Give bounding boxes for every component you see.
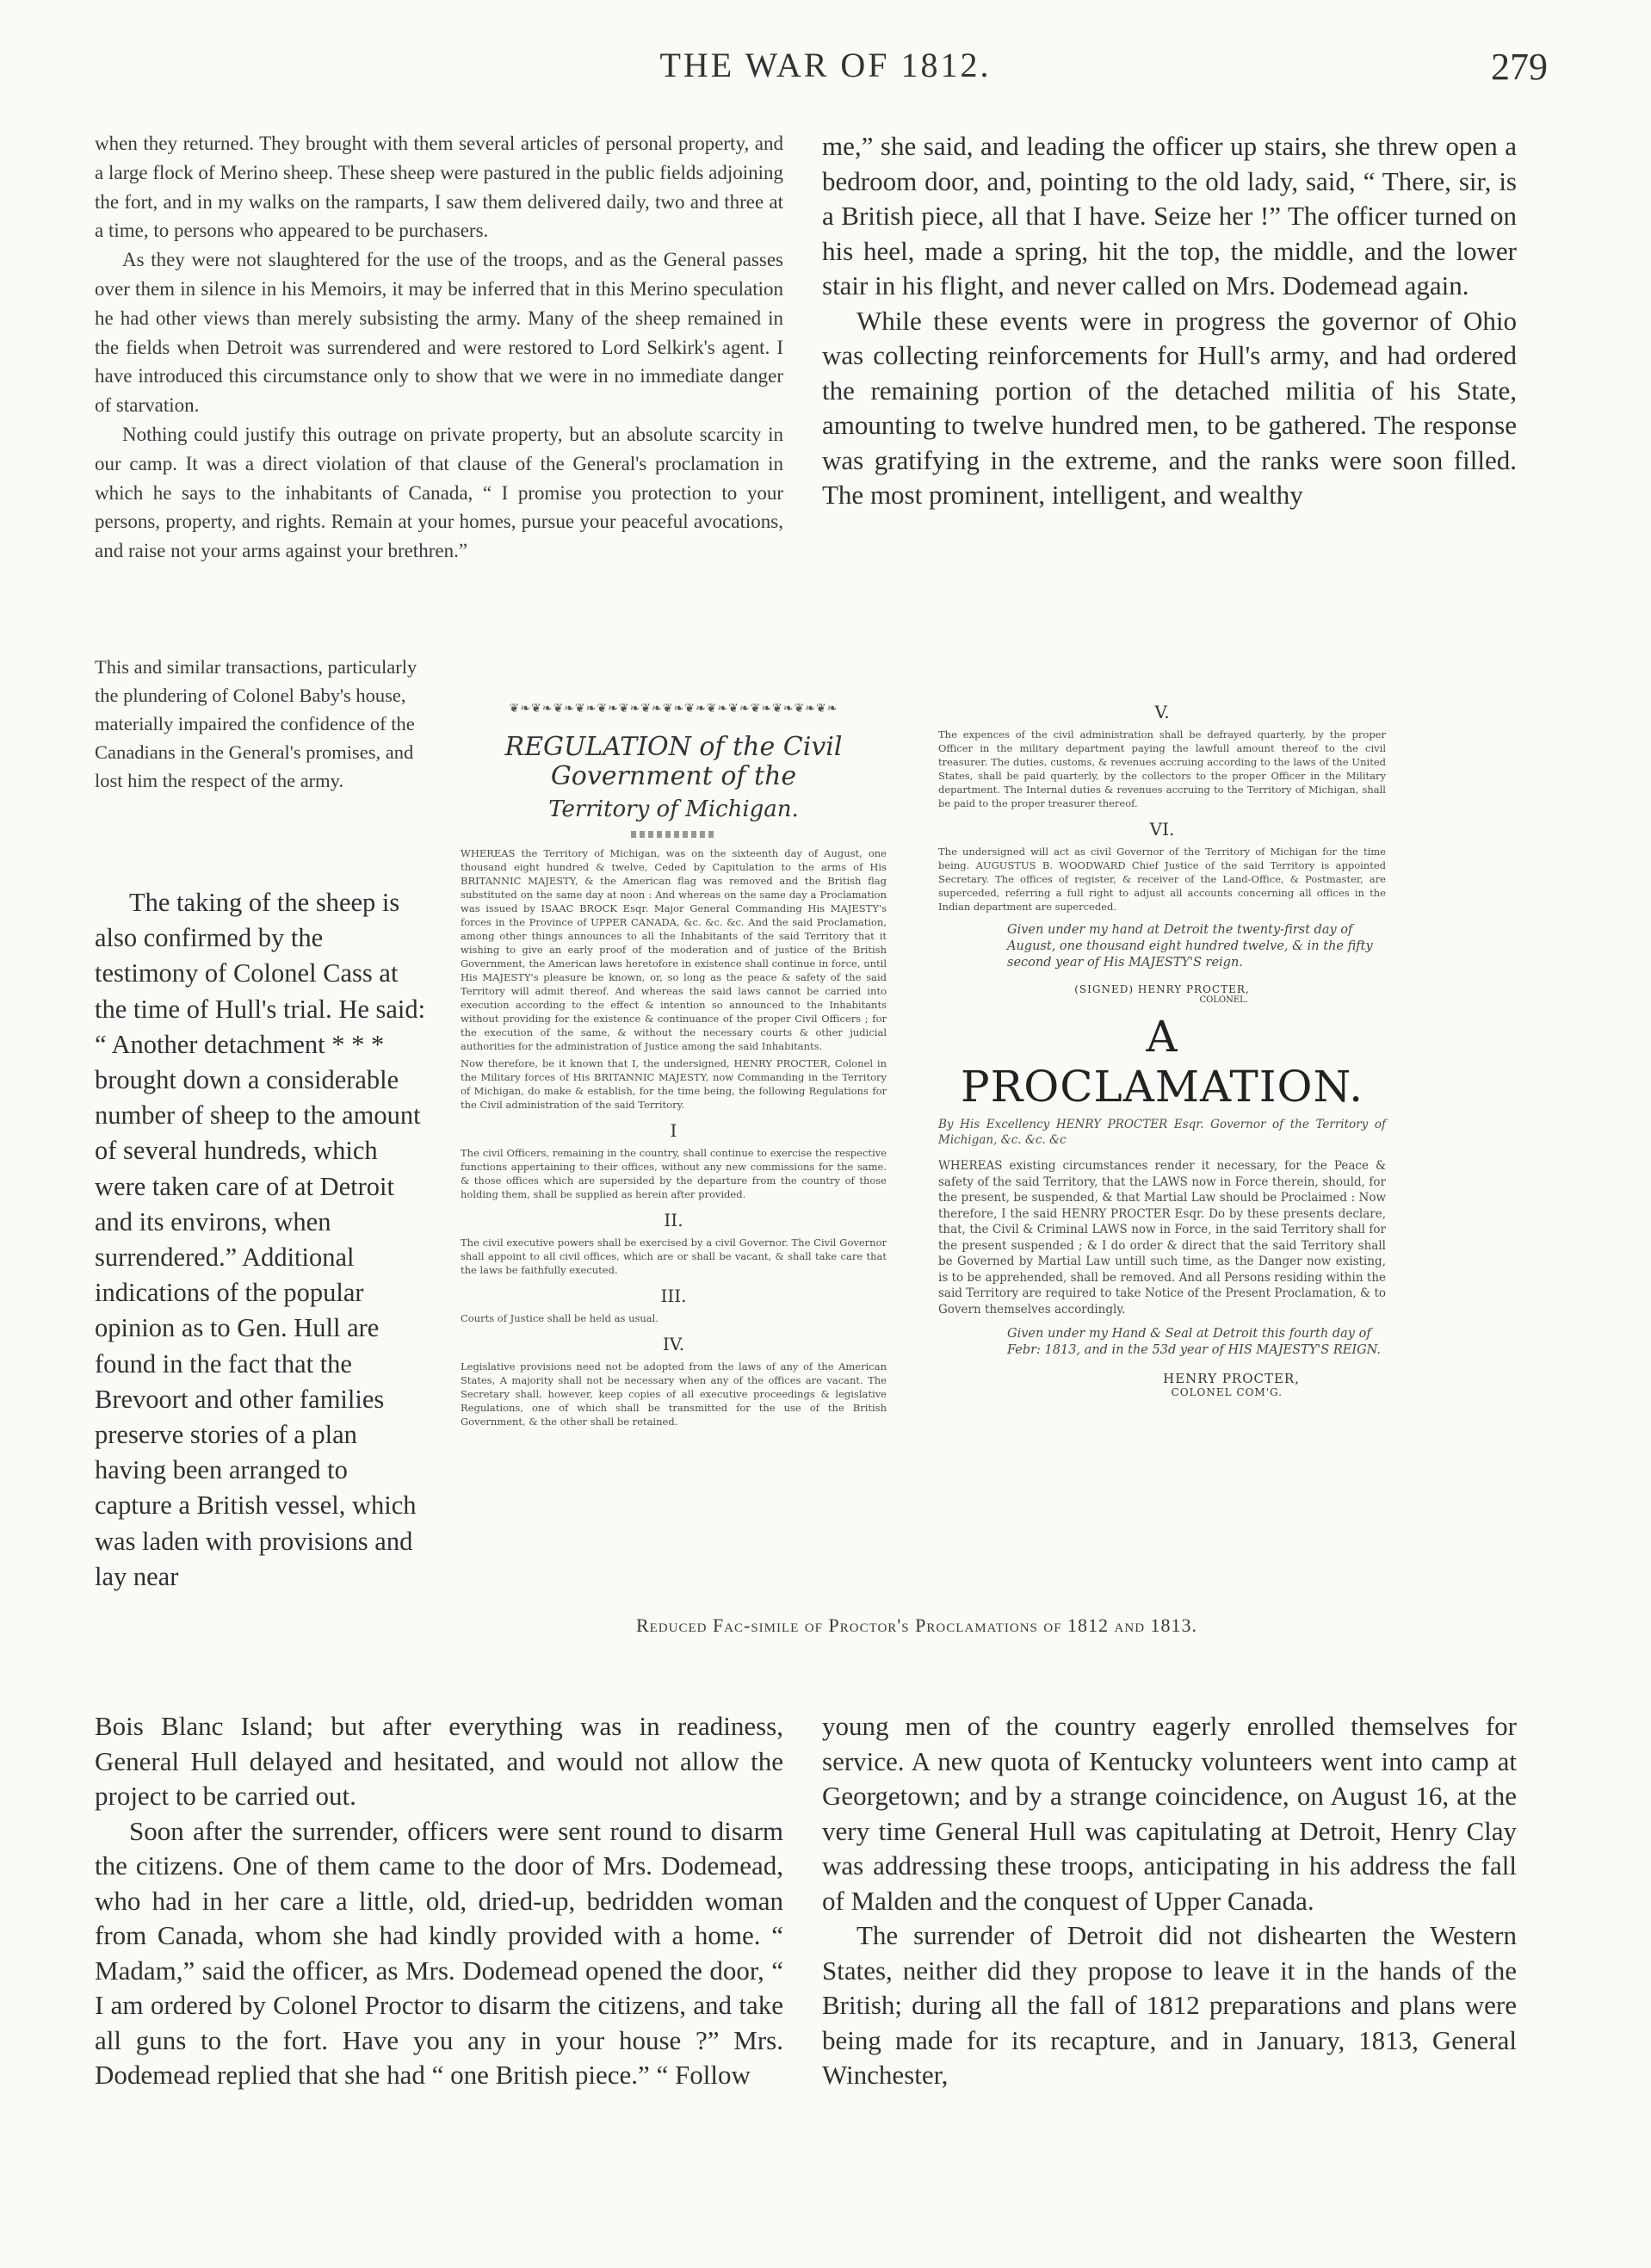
- section-text: The civil Officers, remaining in the country, shall continue to exercise the respective functions appertaining to their offices, without any new commissions for the same. & those offices which are supersided by the departure from the country of those holding them, shall be supplied as herein after provided.: [461, 1147, 887, 1200]
- proclamations-facsimile-figure: [448, 702, 1386, 1636]
- section-number: I: [670, 1120, 677, 1141]
- paragraph: The taking of the sheep is also confirmed by the testimony of Colonel Cass at the time of Hull's trial. He said: “ Another detachment * * * brought down a considerable number of sheep to the amount of several hundreds, which were taken care of at Detroit and its environs, when surrendered.” Additional indications of the popular opinion as to Gen. Hull are found in the fact that the Brevoort and other families preserve stories of a plan having been arranged to capture a British vessel, which was laden with provisions and lay near: [95, 888, 426, 1591]
- paragraph: While these events were in progress the governor of Ohio was collecting reinforcements for Hull's army, and had ordered the remaining portion of the detached militia of his State, amounting to twelve hundred men, to be gathered. The response was gratifying in the extreme, and the ranks were soon filled. The most prominent, intelligent, and wealthy: [822, 305, 1517, 510]
- signed-rank: COLONEL.: [1199, 995, 1248, 1005]
- section-number: IV.: [662, 1334, 685, 1354]
- proclamation-byline: By His Excellency HENRY PROCTER Esqr. Governor of the Territory of Michigan, &c. &c. &c: [938, 1118, 1386, 1147]
- paragraph: me,” she said, and leading the officer up stairs, she threw open a bedroom door, and, pointing to the old lady, said, “ There, sir, is a British piece, all that I have. Seize her !” The officer turned on his heel, made a spring, hit the top, the middle, and the lower stair in his flight, and never called on Mrs. Dodemead again.: [822, 131, 1517, 301]
- paragraph: As they were not slaughtered for the use of the troops, and as the General passes over them in silence in his Memoirs, it may be inferred that in this Merino speculation he had other views than merely subsisting the army. Many of the sheep remained in the fields when Detroit was surrendered and were restored to Lord Selkirk's agent. I have introduced this circumstance only to show that we were in no immediate danger of starvation.: [95, 249, 783, 417]
- page-title: THE WAR OF 1812.: [659, 46, 992, 84]
- figure-caption: Reduced Fac-simile of Proctor's Proclamations of 1812 and 1813.: [635, 1614, 1198, 1636]
- section-text: Courts of Justice shall be held as usual.: [461, 1312, 659, 1324]
- regulation-subtitle: Territory of Michigan.: [548, 796, 799, 822]
- section-text: The expences of the civil administration shall be defrayed quarterly, by the proper Officer in the military department paying the lawfull amount thereof to the civil treasurer. The duties, customs, & revenues accruing according to the laws of the United States, shall be paid quarterly, by the collectors to the proper Officer in the Military department. The Internal duties & revenues accruing to the Territory of Michigan, shall be paid to the proper treasurer thereof.: [938, 728, 1386, 809]
- section-number: III.: [660, 1286, 687, 1306]
- paragraph: young men of the country eagerly enrolled themselves for service. A new quota of Kentucky volunteers went into camp at Georgetown; and by a strange coincidence, on August 16, at the very time General Hull was capitulating at Detroit, Henry Clay was addressing these troops, anticipating in his address the fall of Malden and the conquest of Upper Canada.: [822, 1711, 1517, 1916]
- section-number: VI.: [1149, 819, 1175, 840]
- paragraph: This and similar transactions, particularly the plundering of Colonel Baby's house, materially impaired the confidence of the Canadians in the General's promises, and lost him the respect of the army.: [95, 656, 417, 791]
- left-wrap-large-text: [95, 885, 426, 1595]
- paragraph: Bois Blanc Island; but after everything was in readiness, General Hull delayed and hesitated, and would not allow the project to be carried out.: [95, 1711, 783, 1811]
- signature-rank: COLONEL COM'G.: [1171, 1386, 1283, 1398]
- section-number: V.: [1154, 702, 1170, 722]
- right-column-bottom: [822, 1709, 1517, 2093]
- proclamation-title: A PROCLAMATION.: [961, 1012, 1363, 1112]
- proclamation-body: WHEREAS existing circumstances render it necessary, for the Peace & safety of the said Territory, that the LAWS now in Force therein, should, for the present, be suspended, & that Martial Law should be Proclaimed : Now therefore, I the said HENRY PROCTER Esqr. Do by these presents declare, that, the Civil & Criminal LAWS now in Force, in the said Territory shall for the present suspended ; & I do order & direct that the said Territory shall be Governed by Martial Law untill such time, as the Danger now existing, is to be apprehended, shall be removed. And all Persons residing within the said Territory are required to take Notice of the Present Proclamation, & to Govern themselves accordingly.: [938, 1159, 1386, 1317]
- signature-name: HENRY PROCTER,: [1163, 1371, 1300, 1386]
- section-text: Legislative provisions need not be adopted from the laws of any of the American States, A majority shall not be necessary when any of the offices are vacant. The Secretary shall, however, keep copies of all executive proceedings & legislative Regulations, one of which shall be transmitted for the use of the British Government, & the other shall be retained.: [461, 1360, 887, 1428]
- ornament-divider: [631, 831, 717, 838]
- section-number: II.: [664, 1210, 683, 1230]
- section-text: The civil executive powers shall be exercised by a civil Governor. The Civil Governor shall appoint to all civil offices, which are or shall be vacant, & shall take care that the laws be faithfully executed.: [461, 1236, 887, 1276]
- given-date-1812: Given under my hand at Detroit the twenty-first day of August, one thousand eight hundred twelve, & in the fifty second year of His MAJESTY'S reign.: [1007, 923, 1373, 970]
- regulation-document: [461, 702, 887, 1428]
- page-number: 279: [1491, 46, 1548, 88]
- paragraph: The surrender of Detroit did not dishearten the Western States, neither did they propose to leave it in the hands of the British; during all the fall of 1812 preparations and plans were being made for its recapture, and in January, 1813, General Winchester,: [822, 1920, 1517, 2090]
- regulation-title: REGULATION of the Civil Government of the: [504, 732, 843, 791]
- proclamation-document: [938, 702, 1386, 1398]
- regulation-now-therefore: Now therefore, be it known that I, the undersigned, HENRY PROCTER, Colonel in the Military forces of His BRITANNIC MAJESTY, now Commanding in the Territory of Michigan, do make & establish, for the time being, the following Regulations for the Civil administration of the said Territory.: [461, 1057, 887, 1111]
- paragraph: Soon after the surrender, officers were sent round to disarm the citizens. One of them came to the door of Mrs. Dodemead, who had in her care a little, old, dried-up, bedridden woman from Canada, whom she had kindly provided with a home. “ Madam,” said the officer, as Mrs. Dodemead opened the door, “ I am ordered by Colonel Proctor to disarm the citizens, and take all guns to the fort. Have you any in your house ?” Mrs. Dodemead replied that she had “ one British piece.” “ Follow: [95, 1815, 783, 2090]
- decorative-border: ❦❧❦❧❦❧❦❧❦❧❦❧❦❧❦❧❦❧❦❧❦❧❦❧❦❧❦❧❦❧: [509, 702, 838, 716]
- section-text: The undersigned will act as civil Governor of the Territory of Michigan for the time being. AUGUSTUS B. WOODWARD Chief Justice of the said Territory is appointed Secretary. The offices of register, & receiver of the Land-Office, & Postmaster, are superceded, referring a full right to adjust all accounts concerning all offices in the Indian department are superceded.: [938, 846, 1386, 913]
- running-head: [0, 45, 1651, 96]
- left-column-bottom: [95, 1709, 783, 2093]
- paragraph: when they returned. They brought with them several articles of personal property, and a large flock of Merino sheep. These sheep were pastured in the public fields adjoining the fort, and in my walks on the ramparts, I saw them delivered daily, two and three at a time, to persons who appeared to be purchasers.: [95, 133, 783, 242]
- left-column-top: [95, 129, 783, 566]
- given-date-1813: Given under my Hand & Seal at Detroit this fourth day of Febr: 1813, and in the 53d year of HIS MAJESTY'S REIGN.: [1007, 1327, 1382, 1357]
- paragraph: Nothing could justify this outrage on private property, but an absolute scarcity in our camp. It was a direct violation of that clause of the General's proclamation in which he says to the inhabitants of Canada, “ I promise you protection to your persons, property, and rights. Remain at your homes, pursue your peaceful avocations, and raise not your arms against your brethren.”: [95, 423, 783, 562]
- left-wrap-small-text: [95, 653, 422, 795]
- signed-line: (SIGNED) HENRY PROCTER,: [1074, 983, 1250, 995]
- regulation-intro: WHEREAS the Territory of Michigan, was on the sixteenth day of August, one thousand eight hundred & twelve, Ceded by Capitulation to the arms of His BRITANNIC MAJESTY, & the American flag was removed and the British flag substituted on the same day at noon : And whereas on the same day a Proclamation was issued by ISAAC BROCK Esqr. Major General Commanding His MAJESTY's forces in the Province of UPPER CANADA, &c. &c. &c. And the said Proclamation, among other things announces to all the Inhabitants of the said Territory that it wishing to give an early proof of the moderation and of justice of the British Government, the American laws heretofore in existence shall continue in force, until His MAJESTY's pleasure be known, or, so long as the peace & safety of the said Territory will admit thereof. And whereas the said laws cannot be carried into execution according to the effect & intention so announced to the Inhabitants without providing for the existence & continuance of the proper Civil Officers ; for the execution of the same, & without the necessary courts & other judicial authorities for the administration of Justice among the said Inhabitants.: [461, 847, 887, 1052]
- right-column-top: [822, 129, 1517, 513]
